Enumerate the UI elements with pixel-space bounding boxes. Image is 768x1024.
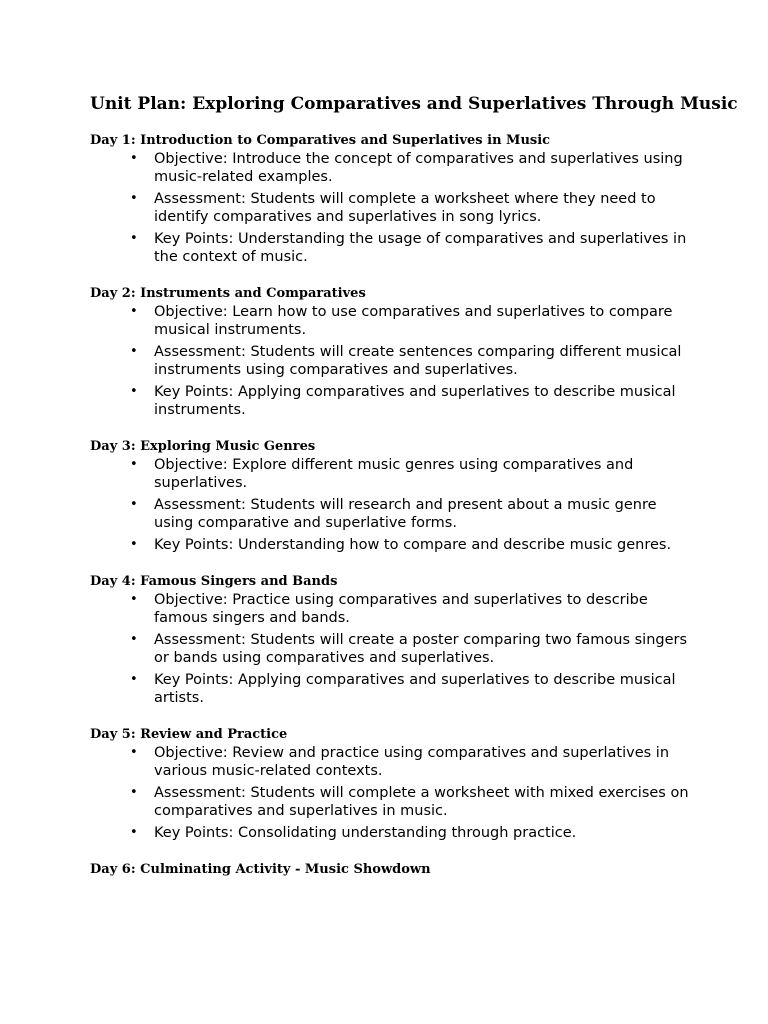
bullet-icon: • xyxy=(130,785,138,800)
list-item xyxy=(130,744,690,780)
list-item-text: Key Points: Applying comparatives and superlatives to describe musical artists. xyxy=(154,672,676,706)
list-item xyxy=(130,631,690,667)
day-item-list xyxy=(90,744,690,842)
list-item-text: Objective: Explore different music genres using comparatives and superlatives. xyxy=(154,457,634,491)
day-section xyxy=(90,726,690,842)
list-item-text: Key Points: Consolidating understanding through practice. xyxy=(154,825,577,841)
list-item-text: Key Points: Understanding the usage of comparatives and superlatives in the context of music. xyxy=(154,231,687,265)
list-item xyxy=(130,343,690,379)
document-title: Unit Plan: Exploring Comparatives and Superlatives Through Music xyxy=(90,94,738,114)
bullet-icon: • xyxy=(130,231,138,246)
list-item xyxy=(130,230,690,266)
day-section xyxy=(90,573,690,707)
list-item-text: Key Points: Understanding how to compare and describe music genres. xyxy=(154,537,672,553)
bullet-icon: • xyxy=(130,672,138,687)
list-item-text: Assessment: Students will complete a worksheet where they need to identify comparatives and superlatives in song lyrics. xyxy=(154,191,656,225)
list-item xyxy=(130,671,690,707)
bullet-icon: • xyxy=(130,344,138,359)
day-item-list xyxy=(90,456,690,554)
bullet-icon: • xyxy=(130,497,138,512)
day-section xyxy=(90,132,690,266)
list-item-text: Assessment: Students will create a poster comparing two famous singers or bands using comparatives and superlatives. xyxy=(154,632,688,666)
bullet-icon: • xyxy=(130,745,138,760)
day-heading: Day 2: Instruments and Comparatives xyxy=(90,286,366,301)
list-item xyxy=(130,784,690,820)
list-item xyxy=(130,456,690,492)
list-item xyxy=(130,824,690,842)
list-item xyxy=(130,150,690,186)
day-item-list xyxy=(90,150,690,266)
day-heading: Day 5: Review and Practice xyxy=(90,727,288,742)
list-item-text: Objective: Learn how to use comparatives and superlatives to compare musical instruments. xyxy=(154,304,673,338)
bullet-icon: • xyxy=(130,825,138,840)
list-item xyxy=(130,591,690,627)
day-section xyxy=(90,285,690,419)
list-item-text: Assessment: Students will research and present about a music genre using comparative and superlative forms. xyxy=(154,497,657,531)
bullet-icon: • xyxy=(130,632,138,647)
day-heading: Day 3: Exploring Music Genres xyxy=(90,439,316,454)
list-item-text: Objective: Practice using comparatives and superlatives to describe famous singers and bands. xyxy=(154,592,648,626)
day-heading: Day 4: Famous Singers and Bands xyxy=(90,574,338,589)
day-item-list xyxy=(90,303,690,419)
day-section xyxy=(90,861,690,879)
document-page xyxy=(90,92,738,898)
bullet-icon: • xyxy=(130,151,138,166)
list-item-text: Objective: Review and practice using comparatives and superlatives in various music-related contexts. xyxy=(154,745,670,779)
list-item-text: Objective: Introduce the concept of comparatives and superlatives using music-related examples. xyxy=(154,151,683,185)
day-heading: Day 1: Introduction to Comparatives and Superlatives in Music xyxy=(90,133,551,148)
day-heading: Day 6: Culminating Activity - Music Showdown xyxy=(90,862,431,877)
list-item xyxy=(130,496,690,532)
bullet-icon: • xyxy=(130,457,138,472)
bullet-icon: • xyxy=(130,537,138,552)
day-section xyxy=(90,438,690,554)
list-item-text: Assessment: Students will create sentences comparing different musical instruments using comparatives and superlatives. xyxy=(154,344,682,378)
list-item-text: Key Points: Applying comparatives and superlatives to describe musical instruments. xyxy=(154,384,676,418)
list-item xyxy=(130,536,690,554)
day-item-list xyxy=(90,591,690,707)
bullet-icon: • xyxy=(130,304,138,319)
bullet-icon: • xyxy=(130,592,138,607)
list-item xyxy=(130,383,690,419)
list-item xyxy=(130,303,690,339)
bullet-icon: • xyxy=(130,191,138,206)
list-item-text: Assessment: Students will complete a worksheet with mixed exercises on comparatives and superlatives in music. xyxy=(154,785,689,819)
list-item xyxy=(130,190,690,226)
bullet-icon: • xyxy=(130,384,138,399)
